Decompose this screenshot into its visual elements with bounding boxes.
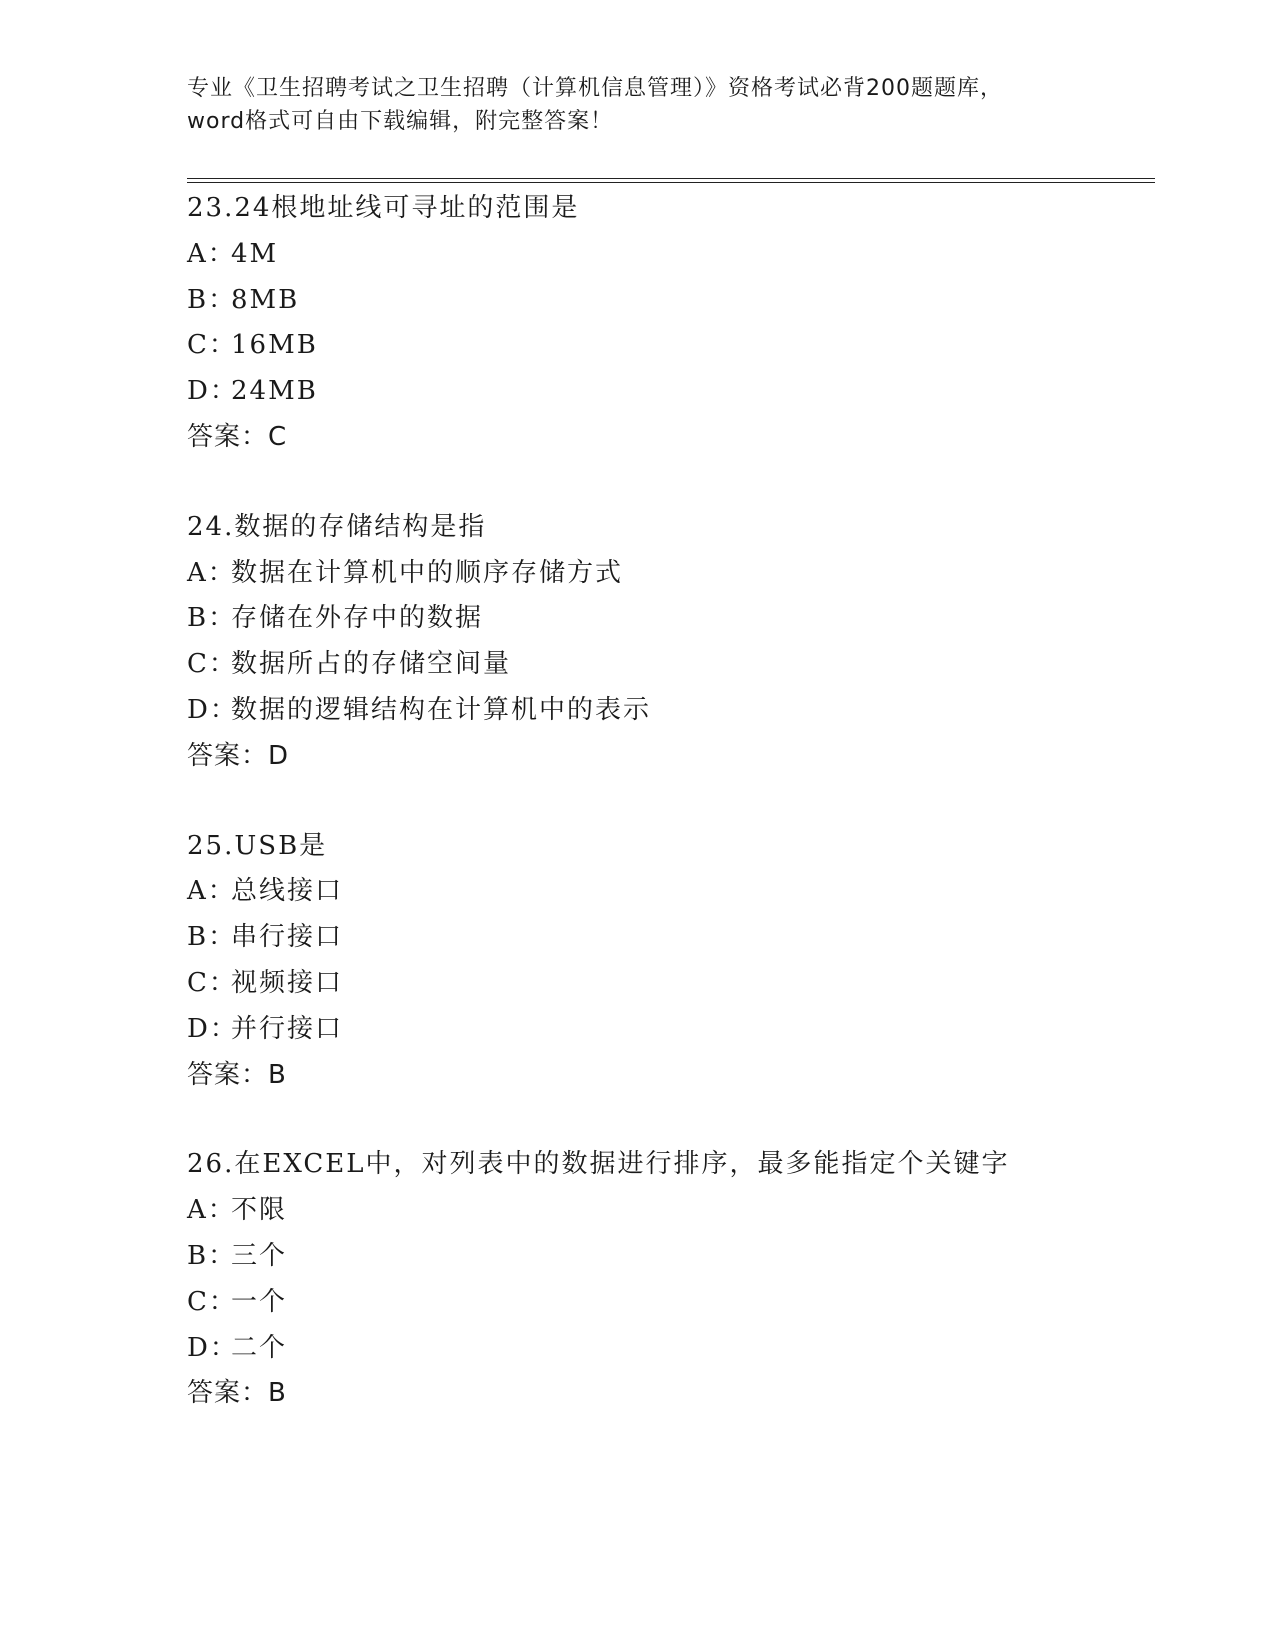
option-label: A： [187, 1195, 236, 1226]
option-text: 三个 [231, 1240, 288, 1271]
option-b [187, 1234, 1147, 1280]
header-divider-top [187, 178, 1155, 179]
option-d [187, 369, 1147, 415]
option-d [187, 1007, 1147, 1053]
option-a [187, 551, 1147, 597]
option-label: A： [187, 557, 236, 588]
question-list [187, 186, 1147, 1461]
option-label: D： [187, 1013, 238, 1044]
answer: 答案：D [187, 740, 290, 771]
option-label: B： [187, 284, 237, 315]
option-c [187, 323, 1147, 369]
option-b [187, 596, 1147, 642]
option-label: A： [187, 238, 236, 269]
question-stem: 23.24根地址线可寻址的范围是 [187, 193, 580, 223]
option-label: C： [187, 967, 237, 998]
option-b [187, 278, 1147, 324]
answer: 答案：C [187, 421, 288, 452]
answer: 答案：B [187, 1378, 287, 1409]
option-text: 存储在外存中的数据 [231, 603, 484, 634]
option-b [187, 915, 1147, 961]
option-text: 24MB [231, 376, 318, 407]
option-text: 不限 [231, 1195, 288, 1226]
option-text: 数据的逻辑结构在计算机中的表示 [231, 694, 652, 725]
option-label: B： [187, 1240, 237, 1271]
option-c [187, 642, 1147, 688]
document-header [187, 72, 1087, 138]
option-d [187, 1326, 1147, 1372]
option-c [187, 961, 1147, 1007]
answer: 答案：B [187, 1059, 287, 1090]
question-stem: 26.在EXCEL中，对列表中的数据进行排序，最多能指定个关键字 [187, 1149, 1010, 1180]
option-text: 4M [231, 238, 279, 269]
option-label: C： [187, 330, 237, 361]
option-label: B： [187, 922, 237, 953]
question-26 [187, 1142, 1147, 1417]
option-label: D： [187, 694, 238, 725]
question-25 [187, 824, 1147, 1099]
option-a [187, 1188, 1147, 1234]
option-text: 8MB [231, 284, 300, 315]
option-label: C： [187, 1286, 237, 1317]
option-text: 数据所占的存储空间量 [231, 649, 512, 680]
option-text: 一个 [231, 1286, 288, 1317]
option-text: 串行接口 [231, 922, 344, 953]
option-text: 并行接口 [231, 1013, 344, 1044]
option-a [187, 869, 1147, 915]
option-label: C： [187, 649, 237, 680]
option-label: D： [187, 376, 238, 407]
header-divider-bottom [187, 182, 1155, 183]
option-text: 16MB [231, 330, 318, 361]
question-stem: 25.USB是 [187, 830, 328, 861]
option-label: D： [187, 1332, 238, 1363]
question-23 [187, 186, 1147, 461]
option-a [187, 232, 1147, 278]
option-text: 二个 [231, 1332, 288, 1363]
option-c [187, 1280, 1147, 1326]
option-text: 总线接口 [231, 876, 344, 907]
header-line-1: 专业《卫生招聘考试之卫生招聘（计算机信息管理）》资格考试必背200题题库， [187, 76, 1003, 101]
question-24 [187, 505, 1147, 780]
question-stem: 24.数据的存储结构是指 [187, 511, 487, 542]
option-text: 数据在计算机中的顺序存储方式 [231, 557, 624, 588]
option-d [187, 688, 1147, 734]
header-line-2: word格式可自由下载编辑，附完整答案！ [187, 109, 614, 134]
option-label: B： [187, 603, 237, 634]
option-label: A： [187, 876, 236, 907]
option-text: 视频接口 [231, 967, 344, 998]
